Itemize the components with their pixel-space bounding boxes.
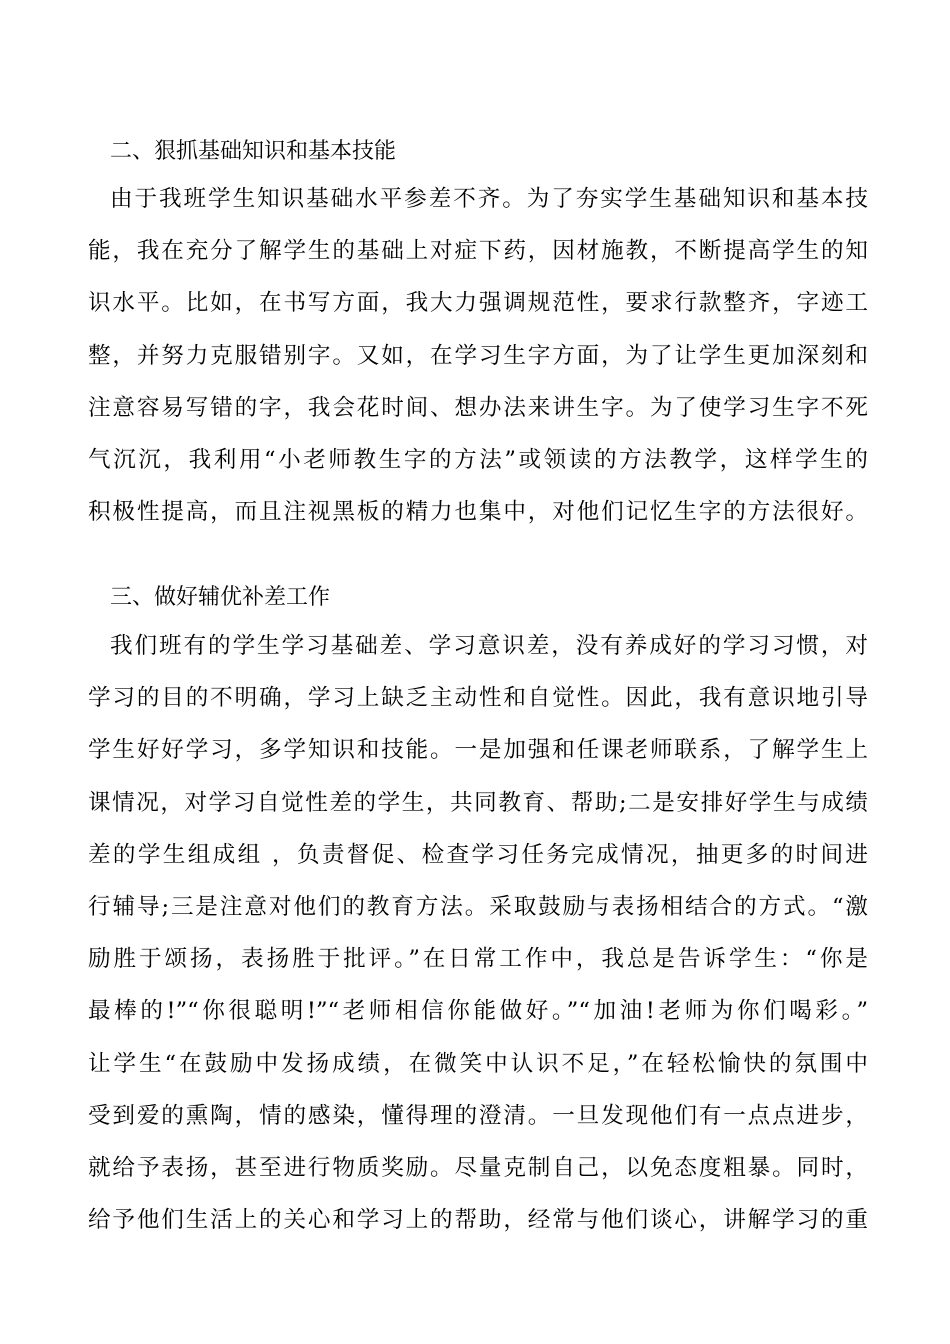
paragraph-line: 受到爱的熏陶，情的感染，懂得理的澄清。一旦发现他们有一点点进步， xyxy=(88,1102,868,1129)
paragraph-line: 注意容易写错的字，我会花时间、想办法来讲生字。为了使学习生字不死 xyxy=(88,394,868,421)
paragraph-line: 由于我班学生知识基础水平参差不齐。为了夯实学生基础知识和基本技 xyxy=(110,186,868,212)
paragraph-line: 识水平。比如，在书写方面，我大力强调规范性，要求行款整齐，字迹工 xyxy=(88,290,868,317)
paragraph-line: 差的学生组成组 ，负责督促、检查学习任务完成情况，抽更多的时间进 xyxy=(88,841,868,868)
paragraph-line: 励胜于颂扬，表扬胜于批评。”在日常工作中，我总是告诉学生：“你是 xyxy=(88,946,868,973)
paragraph-line: 积极性提高，而且注视黑板的精力也集中，对他们记忆生字的方法很好。 xyxy=(88,499,868,526)
paragraph-line: 给予他们生活上的关心和学习上的帮助，经常与他们谈心，讲解学习的重 xyxy=(88,1207,868,1234)
paragraph-line: 气沉沉，我利用“小老师教生字的方法”或领读的方法教学，这样学生的 xyxy=(88,446,868,473)
section-heading-2: 二、狠抓基础知识和基本技能 xyxy=(110,139,397,164)
paragraph-line: 整，并努力克服错别字。又如，在学习生字方面，为了让学生更加深刻和 xyxy=(88,342,868,369)
paragraph-line: 让学生“在鼓励中发扬成绩，在微笑中认识不足，”在轻松愉快的氛围中 xyxy=(88,1050,868,1077)
section-2-paragraph xyxy=(88,173,868,538)
paragraph-line: 就给予表扬，甚至进行物质奖励。尽量克制自己，以免态度粗暴。同时， xyxy=(88,1154,868,1181)
paragraph-line: 学生好好学习，多学知识和技能。一是加强和任课老师联系，了解学生上 xyxy=(88,737,868,764)
section-heading-3: 三、做好辅优补差工作 xyxy=(110,585,331,610)
paragraph-line: 学习的目的不明确，学习上缺乏主动性和自觉性。因此，我有意识地引导 xyxy=(88,685,868,712)
paragraph-line: 我们班有的学生学习基础差、学习意识差，没有养成好的学习习惯，对 xyxy=(110,633,868,659)
paragraph-line: 课情况，对学习自觉性差的学生，共同教育、帮助;二是安排好学生与成绩 xyxy=(88,789,868,816)
paragraph-line: 最棒的!”“你很聪明!”“老师相信你能做好。”“加油!老师为你们喝彩。” xyxy=(88,998,868,1025)
paragraph-line: 能，我在充分了解学生的基础上对症下药，因材施教，不断提高学生的知 xyxy=(88,238,868,265)
section-3-paragraph xyxy=(88,620,868,1246)
paragraph-line: 行辅导;三是注意对他们的教育方法。采取鼓励与表扬相结合的方式。“激 xyxy=(88,893,868,920)
